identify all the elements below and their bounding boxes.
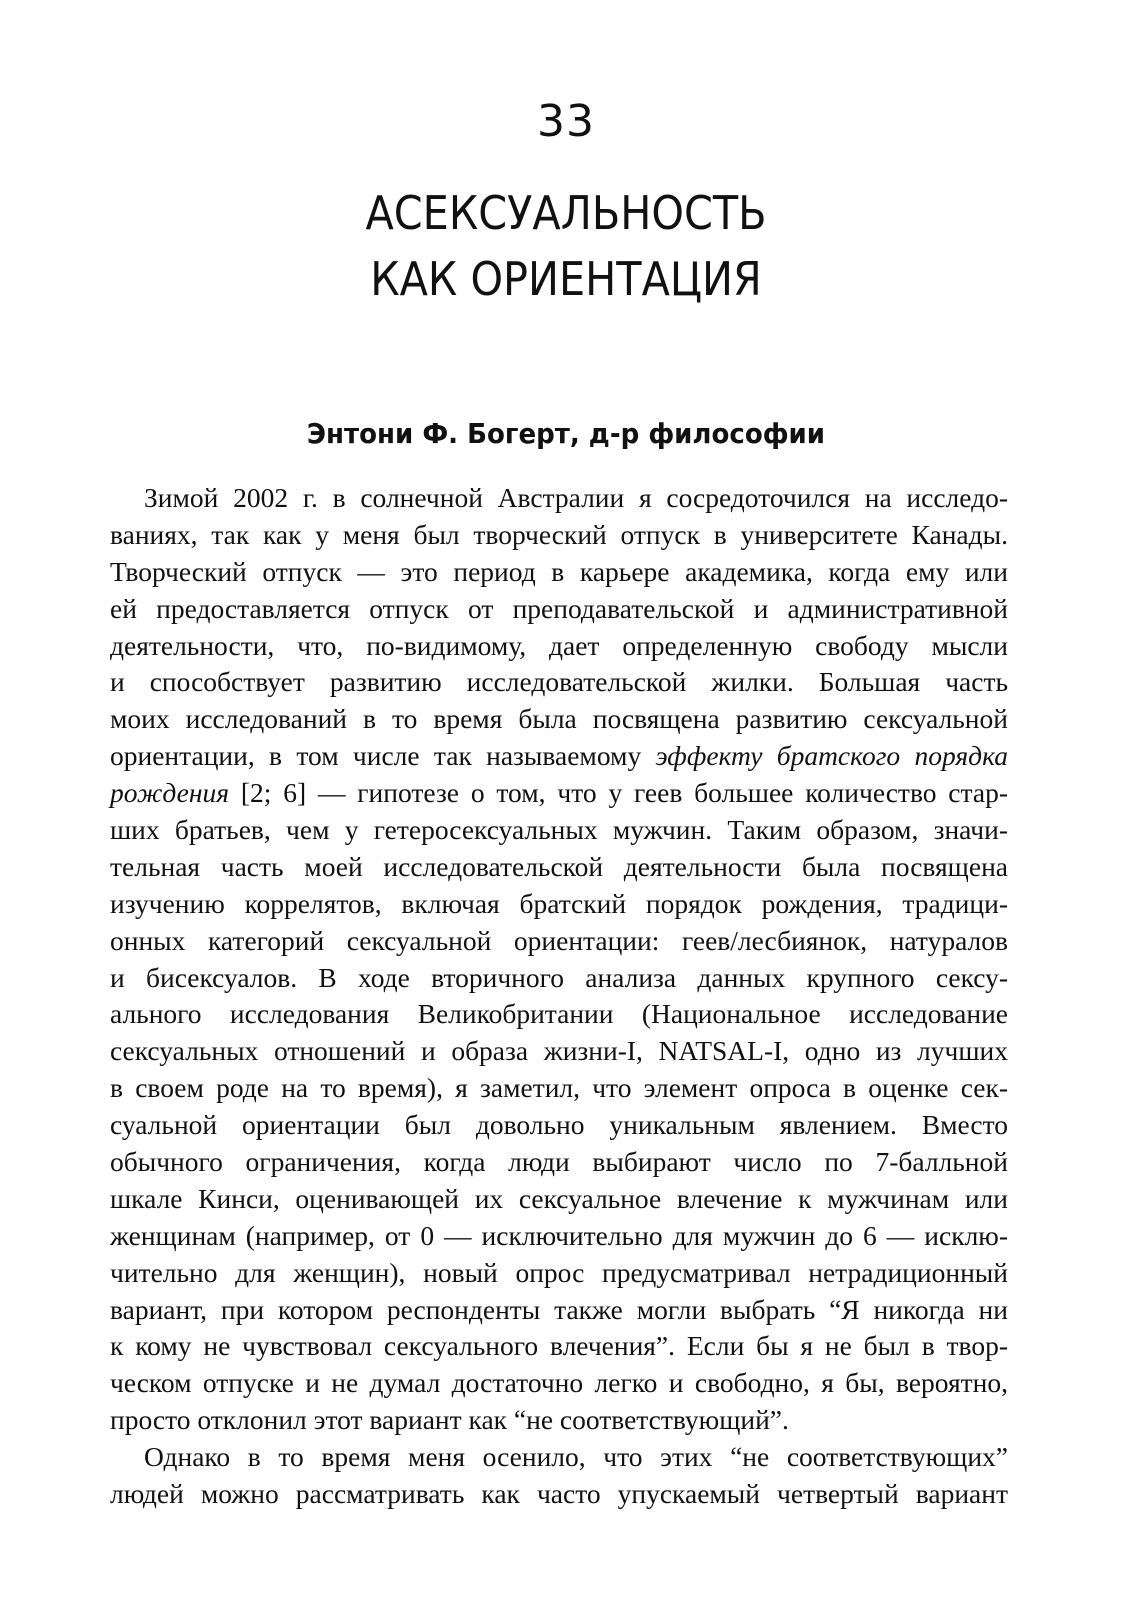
text-line: ческом отпуске и не думал достаточно легко и свободно, я бы, вероятно, xyxy=(110,1367,1008,1399)
text-line: и бисексуалов. В ходе вторичного анализа данных крупного сексу- xyxy=(110,961,1008,993)
body-text xyxy=(110,480,1008,1513)
text-line: шкале Кинси, оценивающей их сексуальное влечение к мужчинам или xyxy=(110,1182,1008,1214)
text-line: вариант, при котором респонденты также могли выбрать “Я никогда ни xyxy=(110,1293,1008,1325)
text-line xyxy=(110,775,1008,812)
text-line: ших братьев, чем у гетеросексуальных мужчин. Таким образом, значи- xyxy=(110,814,1008,846)
text-run: ориентации, в том числе так называемому xyxy=(110,740,656,772)
chapter-title xyxy=(57,180,1076,312)
text-line: онных категорий сексуальной ориентации: геев/лесбиянок, натуралов xyxy=(110,924,1008,956)
text-line: изучению коррелятов, включая братский порядок рождения, традици- xyxy=(110,887,1008,919)
text-line: моих исследований в то время была посвящена развитию сексуальной xyxy=(110,703,1008,735)
chapter-number: 33 xyxy=(537,96,595,147)
text-line: и способствует развитию исследовательской жилки. Большая часть xyxy=(110,666,1008,698)
paragraph-2 xyxy=(110,1439,1008,1513)
chapter-title-line-1: АСЕКСУАЛЬНОСТЬ xyxy=(365,186,767,240)
text-line: просто отклонил этот вариант как “не соответствующий”. xyxy=(110,1404,789,1436)
text-line: тельная часть моей исследовательской деятельности была посвящена xyxy=(110,850,1008,882)
text-line: Однако в то время меня осенило, что этих “не соответствующих” xyxy=(144,1441,1008,1473)
text-line: людей можно рассматривать как часто упускаемый четвертый вариант xyxy=(110,1478,1008,1510)
text-line xyxy=(110,738,1008,775)
text-run: [2; 6] — гипотезе о том, что у геев большее количество стар- xyxy=(229,777,1008,809)
text-line: обычного ограничения, когда люди выбирают число по 7-балльной xyxy=(110,1146,1008,1178)
text-line: женщинам (например, от 0 — исключительно для мужчин до 6 — исклю- xyxy=(110,1219,1008,1251)
text-line: ваниях, так как у меня был творческий отпуск в университете Канады. xyxy=(110,518,1008,550)
text-line: ей предоставляется отпуск от преподавательской и административной xyxy=(110,592,1008,624)
text-line: Зимой 2002 г. в солнечной Австралии я сосредоточился на исследо- xyxy=(144,482,1008,513)
text-line: чительно для женщин), новый опрос предусматривал нетрадиционный xyxy=(110,1256,1008,1288)
author-byline: Энтони Ф. Богерт, д-р философии xyxy=(306,417,826,450)
text-line: в своем роде на то время), я заметил, что элемент опроса в оценке сек- xyxy=(110,1072,1008,1104)
text-line: суальной ориентации был довольно уникальным явлением. Вместо xyxy=(110,1109,1008,1141)
text-line: сексуальных отношений и образа жизни-I, NATSAL-I, одно из лучших xyxy=(110,1035,1008,1067)
text-line: ального исследования Великобритании (Национальное исследование xyxy=(110,998,1008,1030)
text-line: к кому не чувствовал сексуального влечения”. Если бы я не был в твор- xyxy=(110,1330,1008,1362)
text-line: Творческий отпуск — это период в карьере академика, когда ему или xyxy=(110,555,1008,587)
chapter-title-line-2: КАК ОРИЕНТАЦИЯ xyxy=(370,252,762,306)
italic-term: рождения xyxy=(110,777,230,809)
italic-term: эффекту братского порядка xyxy=(655,740,1008,772)
text-line: деятельности, что, по-видимому, дает определенную свободу мысли xyxy=(110,629,1008,661)
paragraph-1 xyxy=(110,480,1008,1439)
